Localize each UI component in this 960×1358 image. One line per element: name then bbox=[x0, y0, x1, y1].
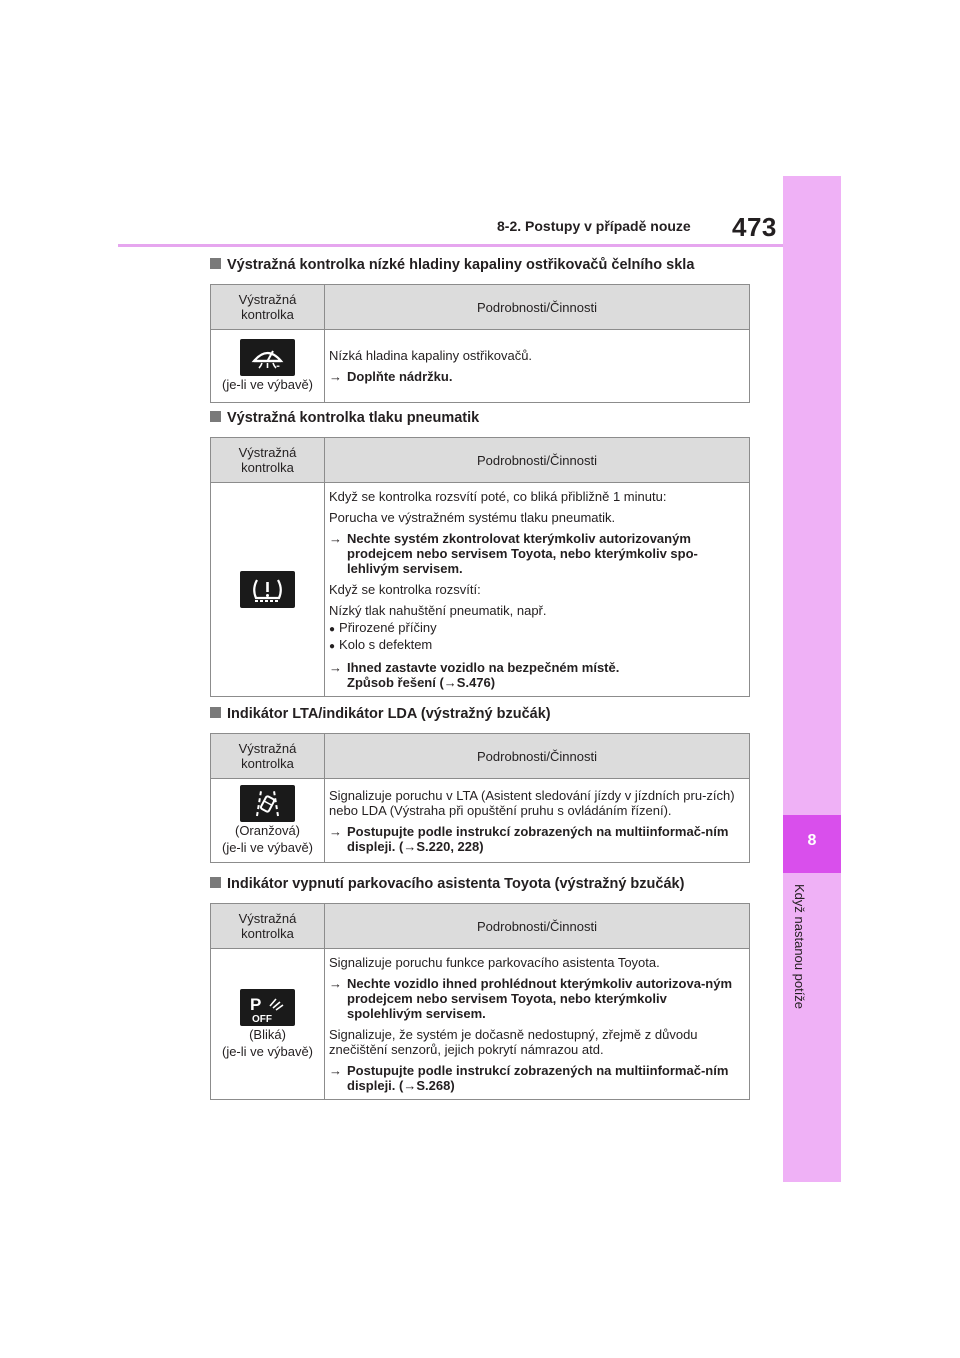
details-text: Porucha ve výstražném systému tlaku pneumatik. bbox=[329, 510, 616, 525]
indicator-cell bbox=[211, 779, 325, 863]
header-section-title: 8-2. Postupy v případě nouze bbox=[497, 218, 691, 234]
table-header-row bbox=[211, 438, 750, 483]
table-header-row bbox=[211, 904, 750, 949]
table-tire-pressure bbox=[210, 437, 750, 697]
svg-text:P: P bbox=[250, 994, 262, 1014]
col-header-details: Podrobnosti/Činnosti bbox=[325, 285, 750, 330]
col-header-details: Podrobnosti/Činnosti bbox=[325, 734, 750, 779]
indicator-caption: (Oranžová) bbox=[234, 823, 301, 838]
table-row bbox=[211, 330, 750, 403]
arrow-icon: → bbox=[329, 660, 342, 675]
heading-bullet-square bbox=[210, 258, 221, 269]
details-cell bbox=[325, 949, 750, 1100]
section-title: Výstražná kontrolka tlaku pneumatik bbox=[227, 410, 480, 426]
section-heading-parking bbox=[210, 875, 750, 893]
indicator-cell bbox=[211, 483, 325, 697]
col-header-indicator: Výstražná kontrolka bbox=[211, 904, 325, 949]
section-title: Výstražná kontrolka nízké hladiny kapaliny ostřikovačů čelního skla bbox=[227, 257, 695, 273]
indicator-caption: (je-li ve výbavě) bbox=[221, 1043, 314, 1059]
details-text: Signalizuje poruchu funkce parkovacího asistenta Toyota. bbox=[329, 955, 660, 970]
details-text: Nízký tlak nahuštění pneumatik, např. bbox=[329, 603, 547, 618]
details-text: Signalizuje, že systém je dočasně nedostupný, zřejmě z důvodu znečištění senzorů, jejich pokrytí námrazou atd. bbox=[329, 1027, 698, 1057]
section-title: Indikátor LTA/indikátor LDA (výstražný bzučák) bbox=[227, 706, 551, 722]
section-heading-tire bbox=[210, 409, 750, 427]
header-rule bbox=[118, 244, 783, 247]
section-heading-washer bbox=[210, 256, 750, 274]
icon-off-label: OFF bbox=[252, 1013, 272, 1025]
arrow-icon: → bbox=[329, 1063, 342, 1078]
table-washer-fluid bbox=[210, 284, 750, 403]
indicator-cell bbox=[211, 949, 325, 1100]
details-text: Když se kontrolka rozsvítí poté, co bliká přibližně 1 minutu: bbox=[329, 489, 667, 504]
arrow-icon: → bbox=[329, 823, 342, 839]
details-cell bbox=[325, 483, 750, 697]
table-header-row bbox=[211, 734, 750, 779]
details-text: Signalizuje poruchu v LTA (Asistent sledování jízdy v jízdních pru-zích) nebo LDA (Výstraha při opuštění pruhu s ovládáním řízení). bbox=[329, 787, 735, 818]
table-row bbox=[211, 949, 750, 1100]
action-text: Postupujte podle instrukcí zobrazených na multiinformač-ním displeji. (→S.268) bbox=[347, 1063, 729, 1093]
table-lta-lda bbox=[210, 733, 750, 863]
details-text: Když se kontrolka rozsvítí: bbox=[329, 582, 481, 597]
lane-assist-icon bbox=[240, 785, 295, 822]
col-header-indicator: Výstražná kontrolka bbox=[211, 734, 325, 779]
action-text: Ihned zastavte vozidlo na bezpečném místě. bbox=[347, 660, 620, 675]
heading-bullet-square bbox=[210, 877, 221, 888]
table-row bbox=[211, 779, 750, 863]
chapter-title: Když nastanou potíže bbox=[792, 884, 807, 1010]
col-header-indicator: Výstražná kontrolka bbox=[211, 285, 325, 330]
col-header-indicator: Výstražná kontrolka bbox=[211, 438, 325, 483]
tire-pressure-icon bbox=[240, 571, 295, 608]
bullet-item: ● Přirozené příčiny bbox=[329, 620, 743, 637]
action-text: Nechte vozidlo ihned prohlédnout kterýmkoliv autorizova-ným prodejcem nebo servisem Toyota, nebo kterýmkoliv spolehlivým servisem. bbox=[347, 976, 732, 1021]
indicator-cell bbox=[211, 330, 325, 403]
section-heading-lta bbox=[210, 705, 750, 723]
indicator-caption: (je-li ve výbavě) bbox=[221, 377, 314, 392]
details-cell bbox=[325, 330, 750, 403]
heading-bullet-square bbox=[210, 411, 221, 422]
table-row bbox=[211, 483, 750, 697]
bullet-item: ● Kolo s defektem bbox=[329, 637, 743, 654]
chapter-number: 8 bbox=[807, 832, 817, 849]
col-header-details: Podrobnosti/Činnosti bbox=[325, 438, 750, 483]
parking-assist-off-icon bbox=[240, 989, 295, 1026]
action-text: Postupujte podle instrukcí zobrazených na multiinformač-ním displeji. (→S.220, 228) bbox=[347, 823, 729, 854]
arrow-icon: → bbox=[329, 531, 342, 546]
details-text: Nízká hladina kapaliny ostřikovačů. bbox=[329, 348, 533, 363]
table-header-row bbox=[211, 285, 750, 330]
action-text: Doplňte nádržku. bbox=[347, 369, 453, 384]
table-parking-assist bbox=[210, 903, 750, 1100]
page-number: 473 bbox=[732, 212, 777, 242]
indicator-caption: (je-li ve výbavě) bbox=[221, 840, 314, 855]
arrow-icon: → bbox=[329, 369, 342, 384]
action-reference: Způsob řešení (→S.476) bbox=[347, 675, 496, 690]
details-cell bbox=[325, 779, 750, 863]
indicator-caption: (Bliká) bbox=[249, 1026, 286, 1042]
washer-fluid-icon bbox=[240, 339, 295, 376]
col-header-details: Podrobnosti/Činnosti bbox=[325, 904, 750, 949]
arrow-icon: → bbox=[329, 976, 342, 991]
section-title: Indikátor vypnutí parkovacího asistenta Toyota (výstražný bzučák) bbox=[227, 876, 685, 892]
action-text: Nechte systém zkontrolovat kterýmkoliv autorizovaným prodejcem nebo servisem Toyota, nebo kterýmkoliv spo-lehlivým servisem. bbox=[347, 531, 698, 576]
heading-bullet-square bbox=[210, 707, 221, 718]
